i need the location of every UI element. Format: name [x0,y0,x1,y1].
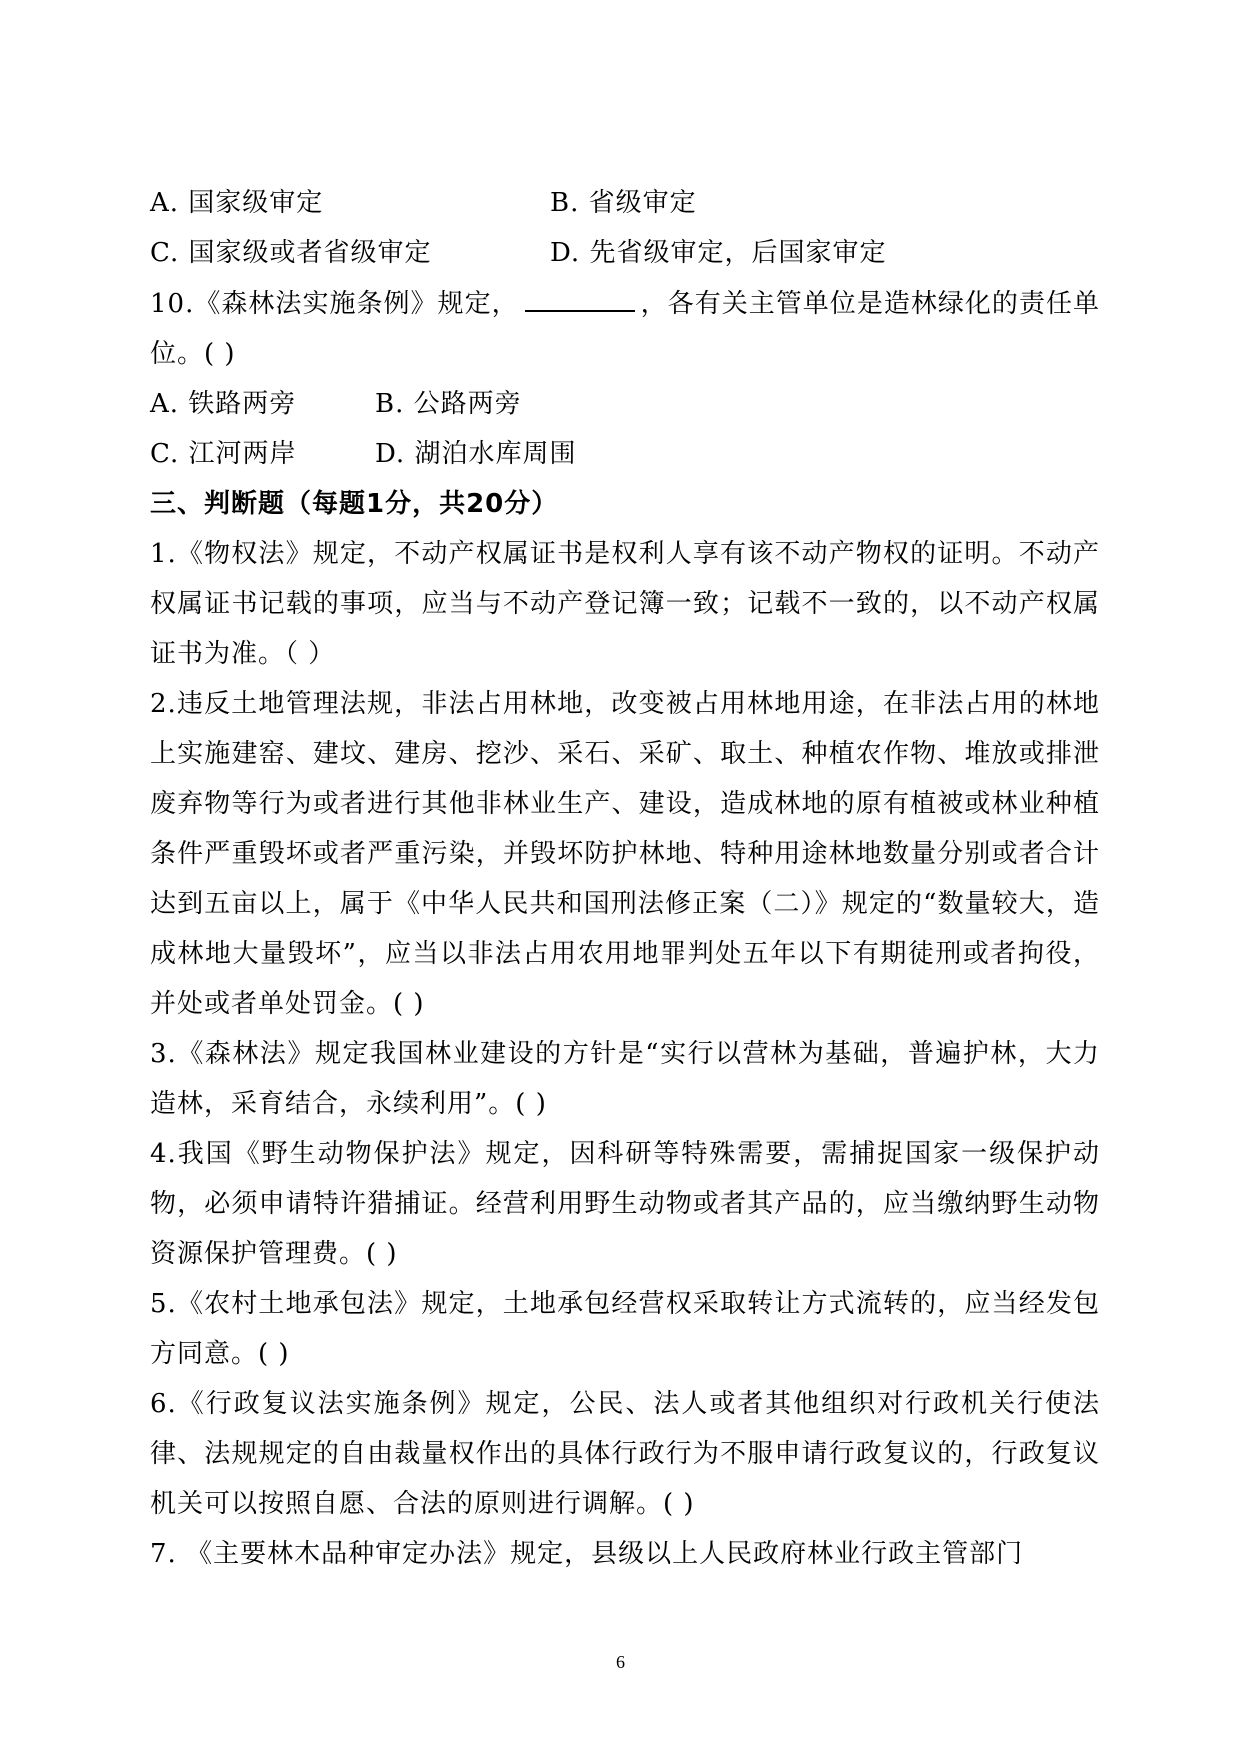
q10-stem-after: ，各有关主管单位是造林绿化的责任单位。( ) [150,289,1100,369]
q10-option-c: C. 江河两岸 [150,439,297,469]
q10-option-b: B. 公路两旁 [375,389,522,419]
page-content [150,178,1100,1579]
q9-option-a: A. 国家级审定 [150,188,324,218]
q9-option-b: B. 省级审定 [550,188,697,218]
q9-options-row-2 [150,228,1100,278]
tf-question-2: 2.违反土地管理法规，非法占用林地，改变被占用林地用途，在非法占用的林地上实施建窑、建坟、建房、挖沙、采石、采矿、取土、种植农作物、堆放或排泄废弃物等行为或者进行其他非林业生产、建设，造成林地的原有植被或林业种植条件严重毁坏或者严重污染，并毁坏防护林地、特种用途林地数量分别或者合计达到五亩以上，属于《中华人民共和国刑法修正案（二）》规定的“数量较大，造成林地大量毁坏”，应当以非法占用农用地罪判处五年以下有期徒刑或者拘役，并处或者单处罚金。( ) [150,689,1100,1019]
tf-question-4: 4.我国《野生动物保护法》规定，因科研等特殊需要，需捕捉国家一级保护动物，必须申请特许猎捕证。经营利用野生动物或者其产品的，应当缴纳野生动物资源保护管理费。( ) [150,1139,1100,1269]
tf-question-6: 6.《行政复议法实施条例》规定，公民、法人或者其他组织对行政机关行使法律、法规规定的自由裁量权作出的具体行政行为不服申请行政复议的，行政复议机关可以按照自愿、合法的原则进行调解。( ) [150,1389,1100,1519]
page-number: 6 [616,1652,625,1672]
q9-option-c: C. 国家级或者省级审定 [150,238,432,268]
q9-options-row-1 [150,178,1100,228]
q10-option-d: D. 湖泊水库周围 [375,439,577,469]
q10-stem [150,278,1100,379]
q10-options-row-2 [150,429,1100,479]
q10-options-row-1 [150,379,1100,429]
section3-heading: 三、判断题（每题1分，共20分） [150,489,559,519]
tf-question-1: 1.《物权法》规定，不动产权属证书是权利人享有该不动产物权的证明。不动产权属证书记载的事项，应当与不动产登记簿一致；记载不一致的，以不动产权属证书为准。（ ） [150,539,1100,669]
q10-stem-before: 10.《森林法实施条例》规定， [150,289,519,319]
q9-option-d: D. 先省级审定，后国家审定 [550,238,887,268]
tf-question-7: 7. 《主要林木品种审定办法》规定，县级以上人民政府林业行政主管部门 [150,1539,1024,1569]
tf-question-3: 3.《森林法》规定我国林业建设的方针是“实行以营林为基础，普遍护林，大力造林，采育结合，永续利用”。( ) [150,1039,1100,1119]
q10-answer-blank [525,278,635,312]
tf-question-5: 5.《农村土地承包法》规定，土地承包经营权采取转让方式流转的，应当经发包方同意。( ) [150,1289,1100,1369]
q10-option-a: A. 铁路两旁 [150,389,297,419]
